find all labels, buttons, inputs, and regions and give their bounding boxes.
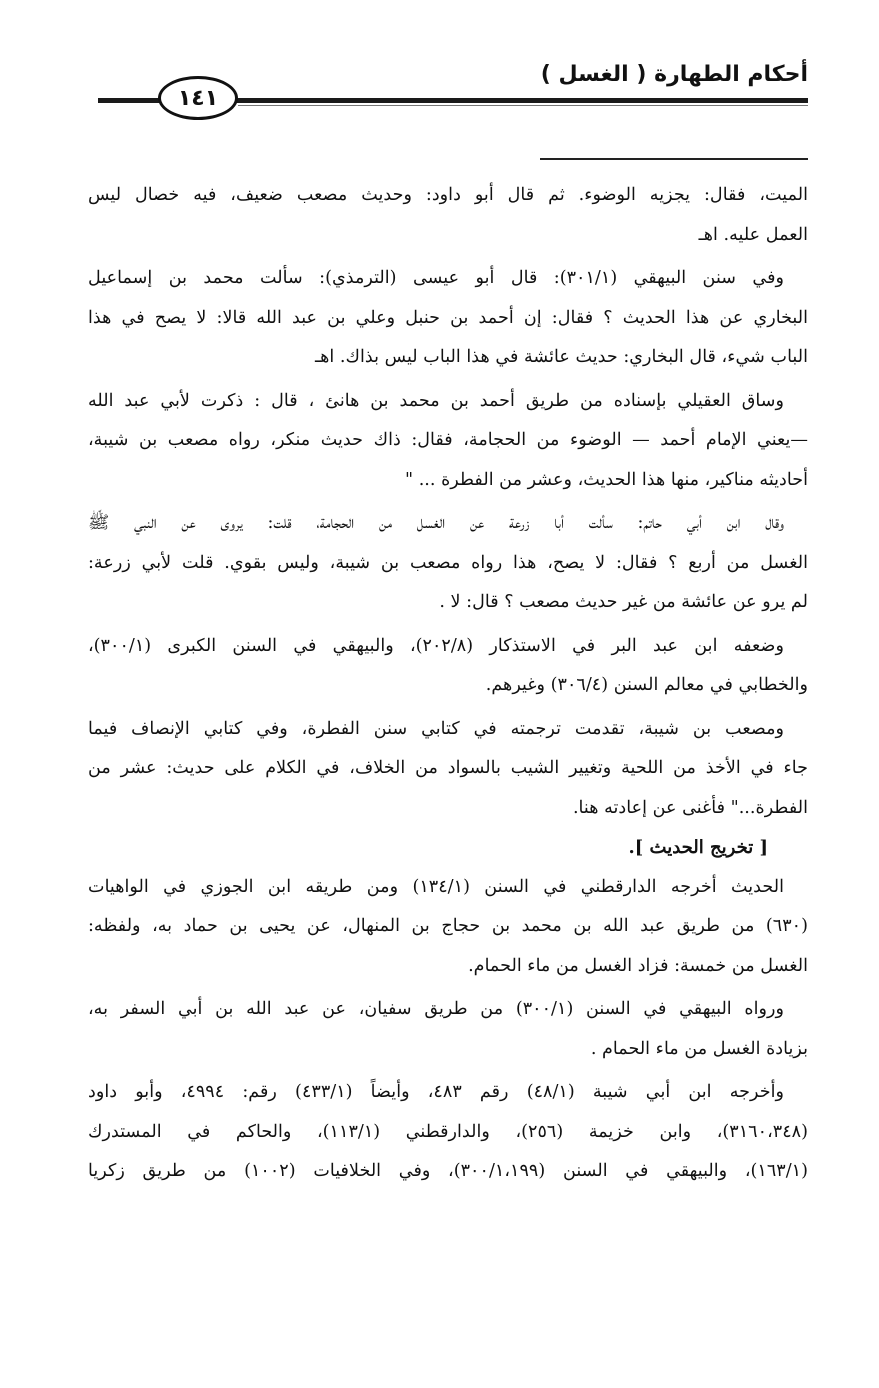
text-line: (٦٣٠) من طريق عبد الله بن محمد بن حجاج بن المنهال، عن يحيى بن حماد به، ولفظه: [88,916,808,936]
text-line: لم يرو عن عائشة من غير حديث مصعب ؟ قال: لا . [439,592,808,612]
page-number: ١٤١ [158,76,238,120]
running-title: أحكام الطهارة ( الغسل ) [540,62,808,87]
text-line: وفي سنن البيهقي (٣٠١/١): قال أبو عيسى (الترمذي): سألت محمد بن إسماعيل [88,268,784,288]
text-line: ومصعب بن شيبة، تقدمت ترجمته في كتابي سنن الفطرة، وفي كتابي الإنصاف فيما [88,718,784,739]
paragraph [88,710,808,829]
paragraph [88,382,808,501]
footnote-separator [540,158,808,160]
text-line: الحديث أخرجه الدارقطني في السنن (١٣٤/١) ومن طريقه ابن الجوزي في الواهيات [88,876,785,897]
text-line: وساق العقيلي بإسناده من طريق أحمد بن محمد بن هانئ ، قال : ذكرت لأبي عبد الله [88,390,784,411]
text-line: والخطابي في معالم السنن (٣٠٦/٤) وغيرهم. [485,675,808,695]
section-heading: [ تخريج الحديث ]. [628,837,768,858]
text-line: الغسل من أربع ؟ فقال: لا يصح، هذا رواه مصعب بن شيبة، وليس بقوي. قلت لأبي زرعة: [88,552,808,573]
text-line: الغسل من خمسة: فزاد الغسل من ماء الحمام. [468,955,808,976]
text-line: وضعفه ابن عبد البر في الاستذكار (٢٠٢/٨)، والبيهقي في السنن الكبرى (٣٠٠/١)، [88,635,784,656]
header-rule-thin [238,105,808,106]
text-line: الفطرة..." فأغنى عن إعادته هنا. [572,797,808,818]
paragraph [88,990,808,1069]
page-body [88,176,808,1192]
text-line: وقال ابن أبي حاتم: سألت أبا زرعة عن الغسل من الحجامة، قلت: يروى عن النبي ﷺ [88,513,784,533]
text-line: (١٦٣/١)، والبيهقي في السنن (٣٠٠/١،١٩٩)، وفي الخلافيات (١٠٠٢) من طريق زكريا [88,1161,808,1181]
paragraph [88,627,808,706]
text-line: ورواه البيهقي في السنن (٣٠٠/١) من طريق سفيان، عن عبد الله بن أبي السفر به، [88,999,784,1019]
paragraph [88,1073,808,1192]
text-line: العمل عليه. اهـ [698,224,808,245]
paragraph [88,504,808,623]
paragraph [88,176,808,255]
text-line: وأخرجه ابن أبي شيبة (٤٨/١) رقم ٤٨٣، وأيضاً (٤٣٣/١) رقم: ٤٩٩٤، وأبو داود [88,1082,784,1102]
text-line: جاء في الأخذ من اللحية وتغيير الشيب بالسواد من الخلاف، في الكلام على حديث: عشر من [88,758,808,778]
text-line: —يعني الإمام أحمد — الوضوء من الحجامة، فقال: ذاك حديث منكر، رواه مصعب بن شيبة، [88,430,808,450]
paragraph [88,259,808,378]
text-line: البخاري عن هذا الحديث ؟ فقال: إن أحمد بن حنبل وعلي بن عبد الله قالا: لا يصح في هذا [88,307,808,328]
text-line: الميت، فقال: يجزيه الوضوء. ثم قال أبو داود: وحديث مصعب ضعيف، فيه خصال ليس [88,185,808,205]
text-line: (٣١٦٠،٣٤٨)، وابن خزيمة (٢٥٦)، والدارقطني (١١٣/١)، والحاكم في المستدرك [88,1121,808,1142]
text-line: أحاديثه مناكير، منها هذا الحديث، وعشر من الفطرة ... " [405,469,808,490]
paragraph [88,868,808,987]
text-line: بزيادة الغسل من ماء الحمام . [590,1038,808,1059]
text-line: الباب شيء، قال البخاري: حديث عائشة في هذا الباب ليس بذاك. اهـ [314,347,808,367]
page-header [98,52,808,122]
